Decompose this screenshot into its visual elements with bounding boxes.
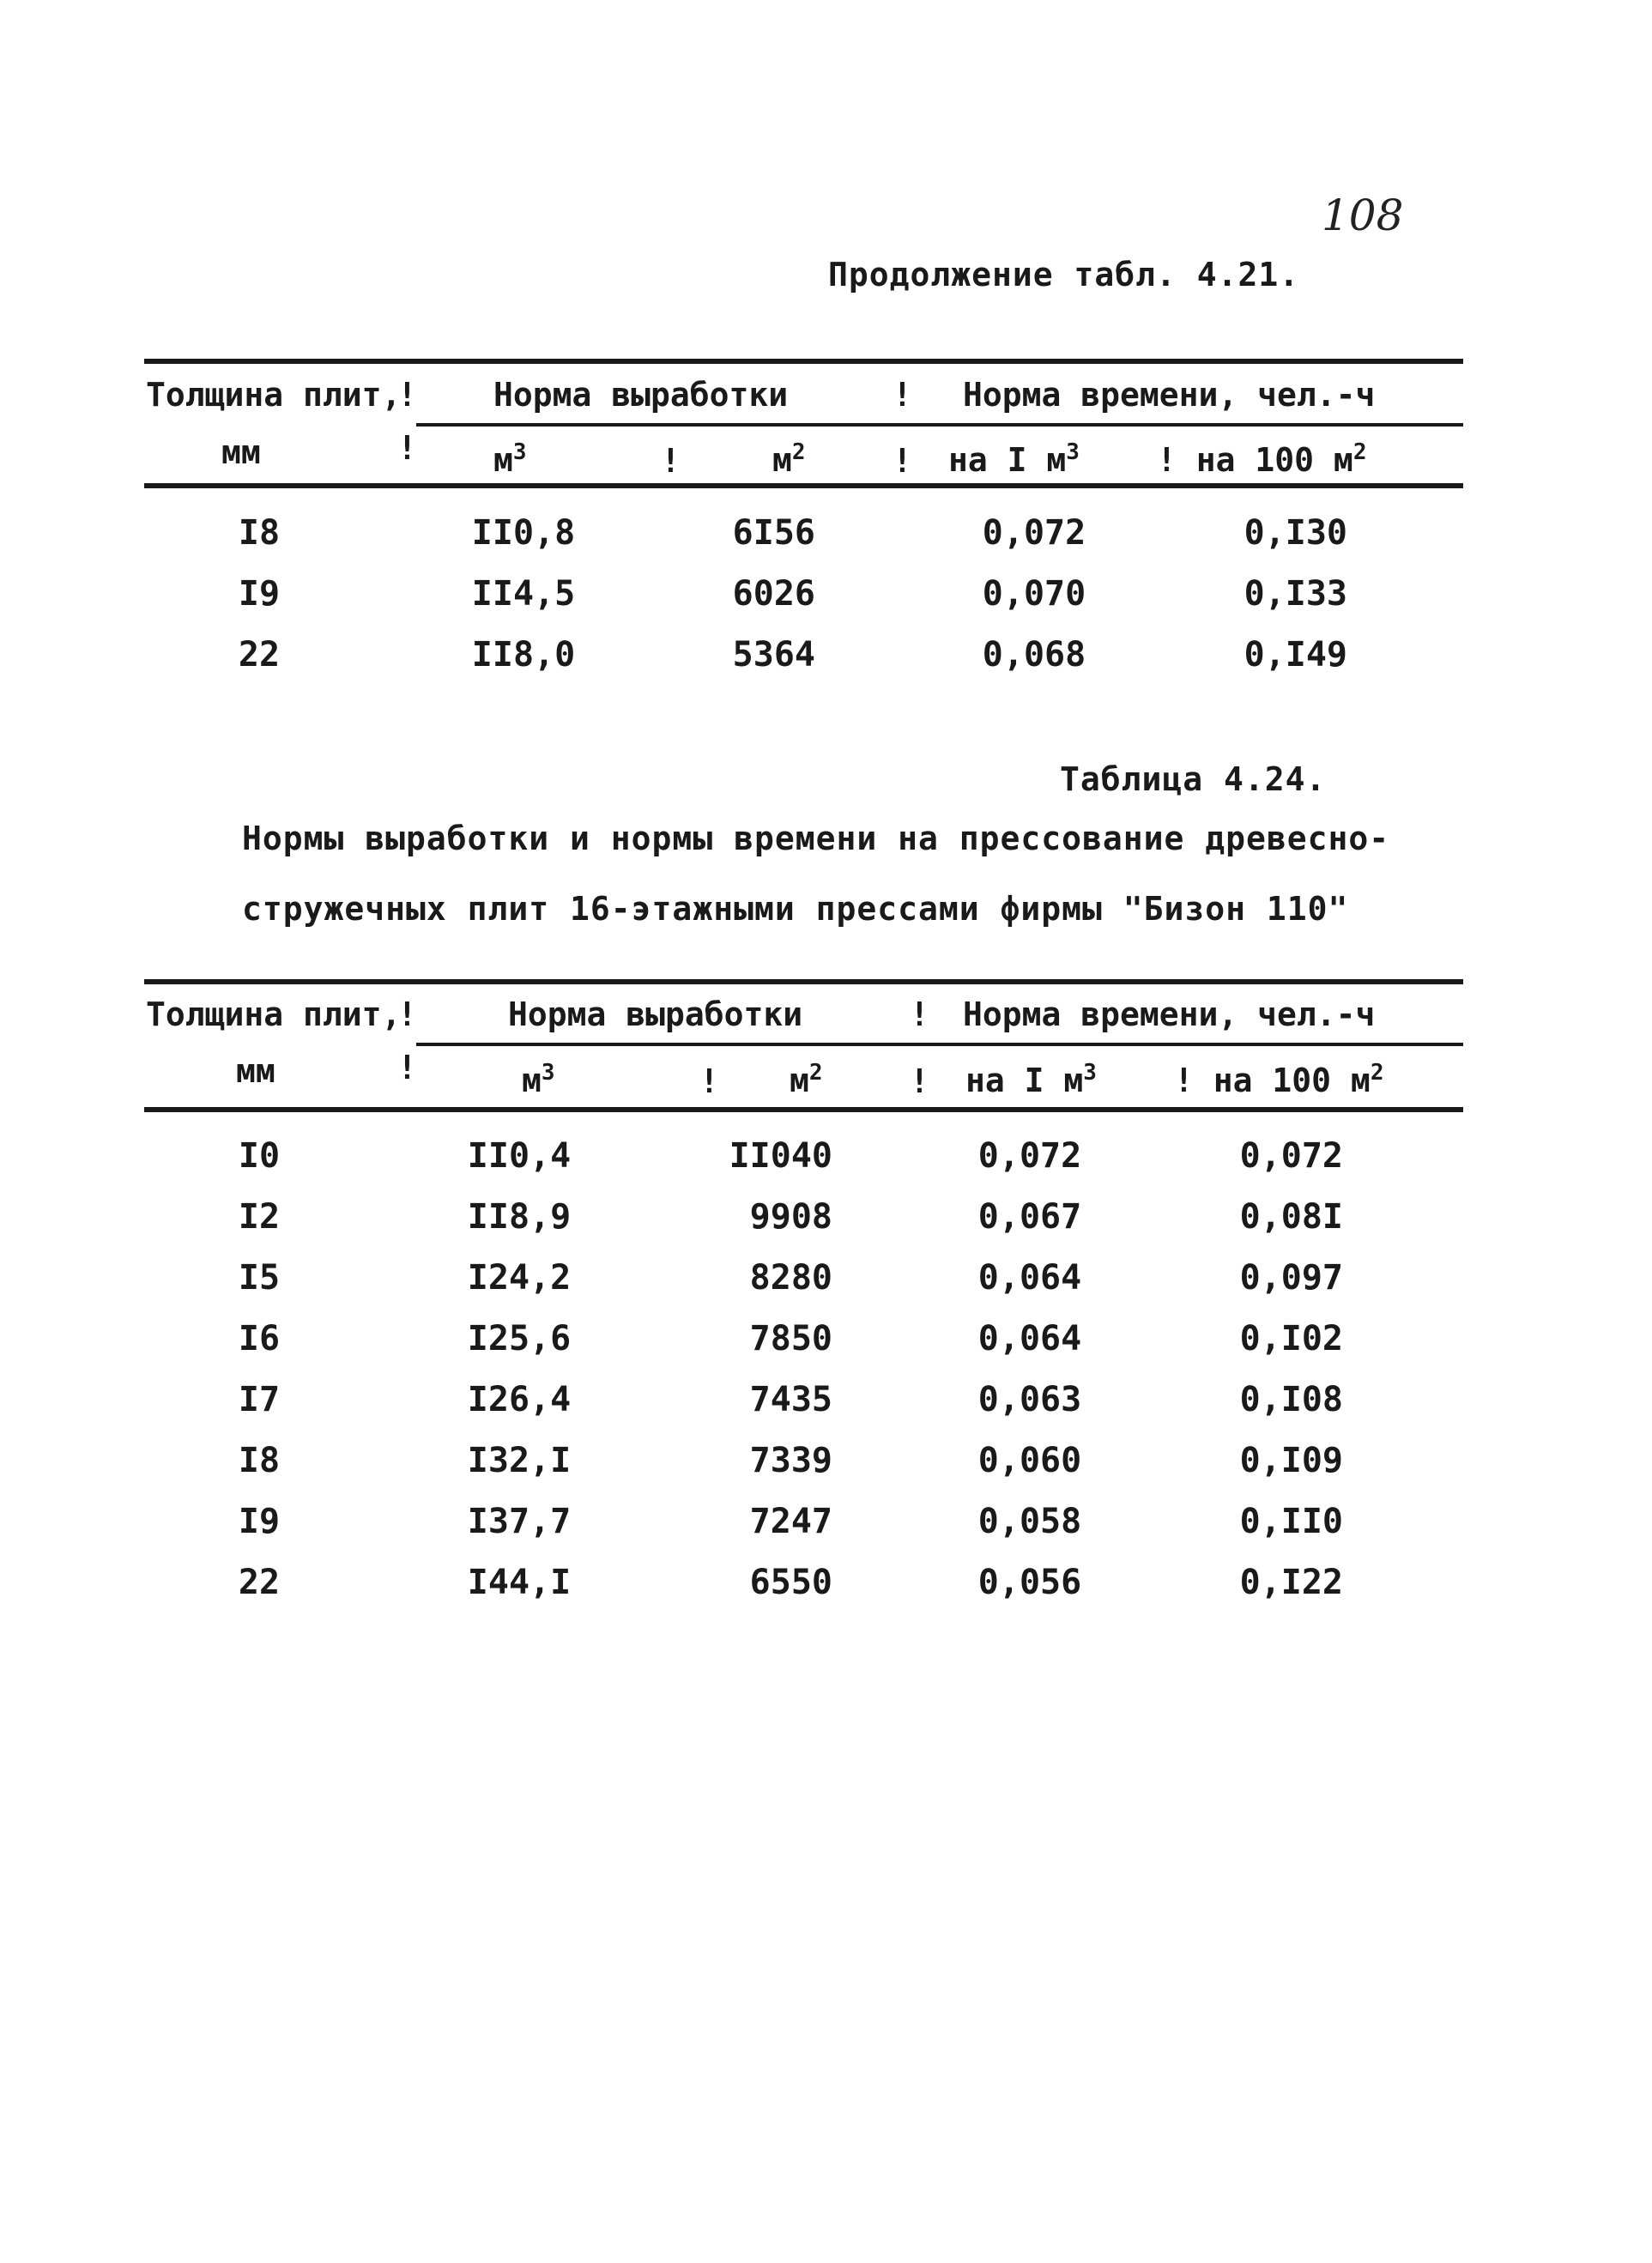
- table1-separator: !: [661, 442, 681, 480]
- table2-col-m3: $м^3$: [522, 1060, 555, 1099]
- time-per-100m2-cell: 0,08I: [1239, 1197, 1343, 1237]
- thickness-cell: 22: [238, 635, 281, 675]
- time-per-100m2-cell: 0,097: [1239, 1258, 1343, 1298]
- table1-output-group-header: Норма выработки: [493, 376, 789, 414]
- table2-separator: !: [397, 995, 417, 1033]
- table1-col-per-100m2: ! на 100 $м^2$: [1157, 439, 1367, 479]
- table1-header-bottom-rule: [144, 483, 1463, 488]
- thickness-cell: I5: [238, 1258, 281, 1298]
- table2-separator: !: [397, 1049, 417, 1086]
- table1-col-m3: $м^3$: [493, 439, 527, 479]
- table1-thickness-unit: мм: [221, 433, 261, 471]
- time-per-1m3-cell: 0,064: [977, 1319, 1082, 1358]
- time-per-100m2-cell: 0,I33: [1244, 574, 1347, 614]
- table2-separator: !: [910, 1062, 929, 1100]
- time-per-1m3-cell: 0,063: [977, 1380, 1082, 1419]
- time-per-100m2-cell: 0,I09: [1239, 1441, 1343, 1480]
- table1-separator: !: [893, 442, 912, 480]
- time-per-1m3-cell: 0,068: [982, 635, 1086, 675]
- output-m2-cell: 7247: [749, 1502, 832, 1541]
- time-per-1m3-cell: 0,067: [977, 1197, 1082, 1237]
- table1-separator: !: [397, 429, 417, 467]
- output-m2-cell: 7435: [749, 1380, 832, 1419]
- output-m3-cell: II0,8: [471, 513, 576, 553]
- time-per-100m2-cell: 0,072: [1239, 1136, 1343, 1176]
- output-m2-cell: 6026: [732, 574, 815, 614]
- time-per-100m2-cell: 0,I30: [1244, 513, 1347, 553]
- output-m2-cell: 7339: [749, 1441, 832, 1480]
- table2-col-per-100m2: ! на 100 $м^2$: [1174, 1060, 1384, 1099]
- time-per-1m3-cell: 0,070: [982, 574, 1086, 614]
- time-per-1m3-cell: 0,072: [977, 1136, 1082, 1176]
- time-per-1m3-cell: 0,064: [977, 1258, 1082, 1298]
- table2-thickness-header: Толщина плит,: [146, 995, 402, 1033]
- table1-col-m2: $м^2$: [772, 439, 806, 479]
- table-number: Таблица 4.24.: [1060, 760, 1327, 798]
- time-per-100m2-cell: 0,I22: [1239, 1563, 1343, 1602]
- time-per-100m2-cell: 0,I49: [1244, 635, 1347, 675]
- output-m2-cell: 6550: [749, 1563, 832, 1602]
- thickness-cell: I0: [238, 1136, 281, 1176]
- table2-col-m2: $м^2$: [790, 1060, 823, 1099]
- output-m3-cell: II0,4: [467, 1136, 572, 1176]
- thickness-cell: I7: [238, 1380, 281, 1419]
- time-per-1m3-cell: 0,072: [982, 513, 1086, 553]
- table1-sub-rule: [416, 423, 1463, 427]
- output-m3-cell: I37,7: [467, 1502, 572, 1541]
- time-per-100m2-cell: 0,II0: [1239, 1502, 1343, 1541]
- thickness-cell: I9: [238, 574, 281, 614]
- thickness-cell: I8: [238, 1441, 281, 1480]
- table2-col-per-1m3: на I $м^3$: [965, 1060, 1097, 1099]
- thickness-cell: I6: [238, 1319, 281, 1358]
- table2-top-rule: [144, 979, 1463, 984]
- table2-output-group-header: Норма выработки: [508, 995, 803, 1033]
- output-m2-cell: 9908: [749, 1197, 832, 1237]
- table-title-line: Нормы выработки и нормы времени на прессование древесно-: [242, 820, 1390, 857]
- time-per-1m3-cell: 0,056: [977, 1563, 1082, 1602]
- output-m3-cell: II8,0: [471, 635, 576, 675]
- table2-time-group-header: Норма времени, чел.-ч: [963, 995, 1376, 1033]
- time-per-1m3-cell: 0,060: [977, 1441, 1082, 1480]
- output-m3-cell: I26,4: [467, 1380, 572, 1419]
- output-m2-cell: II040: [729, 1136, 832, 1176]
- thickness-cell: I2: [238, 1197, 281, 1237]
- table2-separator: !: [910, 995, 929, 1033]
- page-number: 108: [1322, 191, 1404, 240]
- output-m2-cell: 8280: [749, 1258, 832, 1298]
- output-m2-cell: 7850: [749, 1319, 832, 1358]
- continuation-caption: Продолжение табл. 4.21.: [828, 256, 1300, 293]
- table2-thickness-unit: мм: [236, 1052, 275, 1090]
- table-title-line: стружечных плит 16-этажными прессами фирмы "Бизон 110": [242, 890, 1349, 928]
- table1-top-rule: [144, 359, 1463, 364]
- time-per-1m3-cell: 0,058: [977, 1502, 1082, 1541]
- time-per-100m2-cell: 0,I02: [1239, 1319, 1343, 1358]
- output-m3-cell: II4,5: [471, 574, 576, 614]
- table2-header-bottom-rule: [144, 1107, 1463, 1112]
- time-per-100m2-cell: 0,I08: [1239, 1380, 1343, 1419]
- table1-col-per-1m3: на I $м^3$: [948, 439, 1080, 479]
- thickness-cell: I8: [238, 513, 281, 553]
- table1-separator: !: [397, 376, 417, 414]
- output-m2-cell: 6I56: [732, 513, 815, 553]
- output-m2-cell: 5364: [732, 635, 815, 675]
- output-m3-cell: II8,9: [467, 1197, 572, 1237]
- thickness-cell: 22: [238, 1563, 281, 1602]
- output-m3-cell: I25,6: [467, 1319, 572, 1358]
- table2-sub-rule: [416, 1043, 1463, 1046]
- output-m3-cell: I32,I: [467, 1441, 572, 1480]
- output-m3-cell: I24,2: [467, 1258, 572, 1298]
- table2-separator: !: [699, 1062, 719, 1100]
- output-m3-cell: I44,I: [467, 1563, 572, 1602]
- table1-thickness-header: Толщина плит,: [146, 376, 402, 414]
- thickness-cell: I9: [238, 1502, 281, 1541]
- table1-time-group-header: Норма времени, чел.-ч: [963, 376, 1376, 414]
- table1-separator: !: [893, 376, 912, 414]
